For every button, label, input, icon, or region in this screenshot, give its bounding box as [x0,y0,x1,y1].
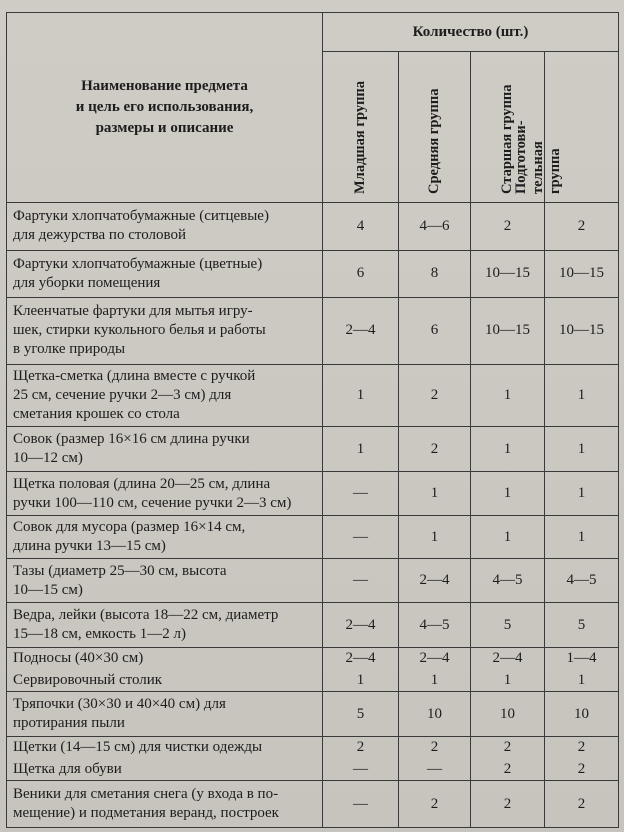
qty-senior: 1 [471,670,545,692]
qty-preparatory: 10 [545,692,619,736]
qty-junior: — [323,781,399,828]
table-row [7,250,619,298]
group-header-preparatory: Подготови- тельная группа [545,52,619,203]
table-row [7,603,619,647]
qty-middle: — [399,759,471,781]
item-description: Фартуки хлопчатобумажные (ситцевые) для дежурства по столовой [7,203,323,251]
table-row [7,471,619,515]
table-row [7,759,619,781]
qty-junior: 1 [323,427,399,471]
qty-preparatory: 2 [545,759,619,781]
qty-senior: 2—4 [471,647,545,669]
item-description: Клеенчатые фартуки для мытья игру- шек, стирки кукольного белья и работы в уголке природы [7,298,323,365]
item-description: Подносы (40×30 см) [7,647,323,669]
qty-senior: 2 [471,203,545,251]
item-description: Веники для сметания снега (у входа в по- мещение) и подметания веранд, построек [7,781,323,828]
qty-junior: 2—4 [323,647,399,669]
item-description: Ведра, лейки (высота 18—22 см, диаметр 15—18 см, емкость 1—2 л) [7,603,323,647]
qty-junior: 4 [323,203,399,251]
qty-junior: 1 [323,670,399,692]
item-description: Фартуки хлопчатобумажные (цветные) для уборки помещения [7,250,323,298]
qty-middle: 10 [399,692,471,736]
table-row [7,516,619,558]
qty-preparatory: 1 [545,516,619,558]
qty-senior: 10—15 [471,250,545,298]
qty-junior: — [323,471,399,515]
qty-middle: 2 [399,781,471,828]
qty-senior: 10—15 [471,298,545,365]
qty-middle: 8 [399,250,471,298]
item-description: Совок для мусора (размер 16×14 см, длина ручки 13—15 см) [7,516,323,558]
quantity-header: Количество (шт.) [323,13,619,52]
group-header-middle: Средняя группа [399,52,471,203]
inventory-table [6,12,619,828]
group-header-junior: Младшая группа [323,52,399,203]
qty-preparatory: 10—15 [545,250,619,298]
qty-middle: 6 [399,298,471,365]
qty-junior: 2—4 [323,298,399,365]
table-row [7,203,619,251]
qty-preparatory: 1 [545,471,619,515]
table-row [7,558,619,602]
table-row [7,647,619,669]
qty-junior: 1 [323,364,399,427]
item-description: Сервировочный столик [7,670,323,692]
qty-senior: 1 [471,471,545,515]
qty-preparatory: 1 [545,427,619,471]
table-row [7,692,619,736]
qty-senior: 1 [471,364,545,427]
qty-preparatory: 5 [545,603,619,647]
table-row [7,670,619,692]
qty-senior: 2 [471,781,545,828]
qty-junior: 6 [323,250,399,298]
qty-junior: — [323,558,399,602]
item-description: Щетки (14—15 см) для чистки одежды [7,736,323,758]
table-row [7,781,619,828]
item-description: Совок (размер 16×16 см длина ручки 10—12 см) [7,427,323,471]
qty-senior: 1 [471,516,545,558]
item-description: Тазы (диаметр 25—30 см, высота 10—15 см) [7,558,323,602]
qty-middle: 1 [399,516,471,558]
item-description: Щетка половая (длина 20—25 см, длина ручки 100—110 см, сечение ручки 2—3 см) [7,471,323,515]
qty-middle: 2 [399,736,471,758]
qty-middle: 2 [399,427,471,471]
table-row [7,364,619,427]
qty-preparatory: 2 [545,203,619,251]
qty-senior: 10 [471,692,545,736]
qty-preparatory: 1—4 [545,647,619,669]
qty-junior: 5 [323,692,399,736]
qty-senior: 2 [471,759,545,781]
table-row [7,427,619,471]
qty-preparatory: 1 [545,670,619,692]
qty-middle: 2—4 [399,558,471,602]
qty-middle: 1 [399,471,471,515]
qty-middle: 1 [399,670,471,692]
qty-junior: 2—4 [323,603,399,647]
qty-middle: 2—4 [399,647,471,669]
qty-senior: 4—5 [471,558,545,602]
qty-preparatory: 1 [545,364,619,427]
qty-junior: — [323,759,399,781]
qty-senior: 5 [471,603,545,647]
item-description: Тряпочки (30×30 и 40×40 см) для протирания пыли [7,692,323,736]
qty-middle: 4—6 [399,203,471,251]
qty-middle: 4—5 [399,603,471,647]
qty-junior: 2 [323,736,399,758]
group-header-senior: Старшая группа [471,52,545,203]
table-row [7,298,619,365]
qty-preparatory: 2 [545,781,619,828]
name-column-header: Наименование предмета и цель его использования, размеры и описание [7,13,323,203]
table-row [7,736,619,758]
qty-senior: 2 [471,736,545,758]
qty-preparatory: 4—5 [545,558,619,602]
qty-junior: — [323,516,399,558]
qty-senior: 1 [471,427,545,471]
item-description: Щетка для обуви [7,759,323,781]
qty-preparatory: 10—15 [545,298,619,365]
qty-preparatory: 2 [545,736,619,758]
qty-middle: 2 [399,364,471,427]
item-description: Щетка-сметка (длина вместе с ручкой 25 см, сечение ручки 2—3 см) для сметания крошек со стола [7,364,323,427]
